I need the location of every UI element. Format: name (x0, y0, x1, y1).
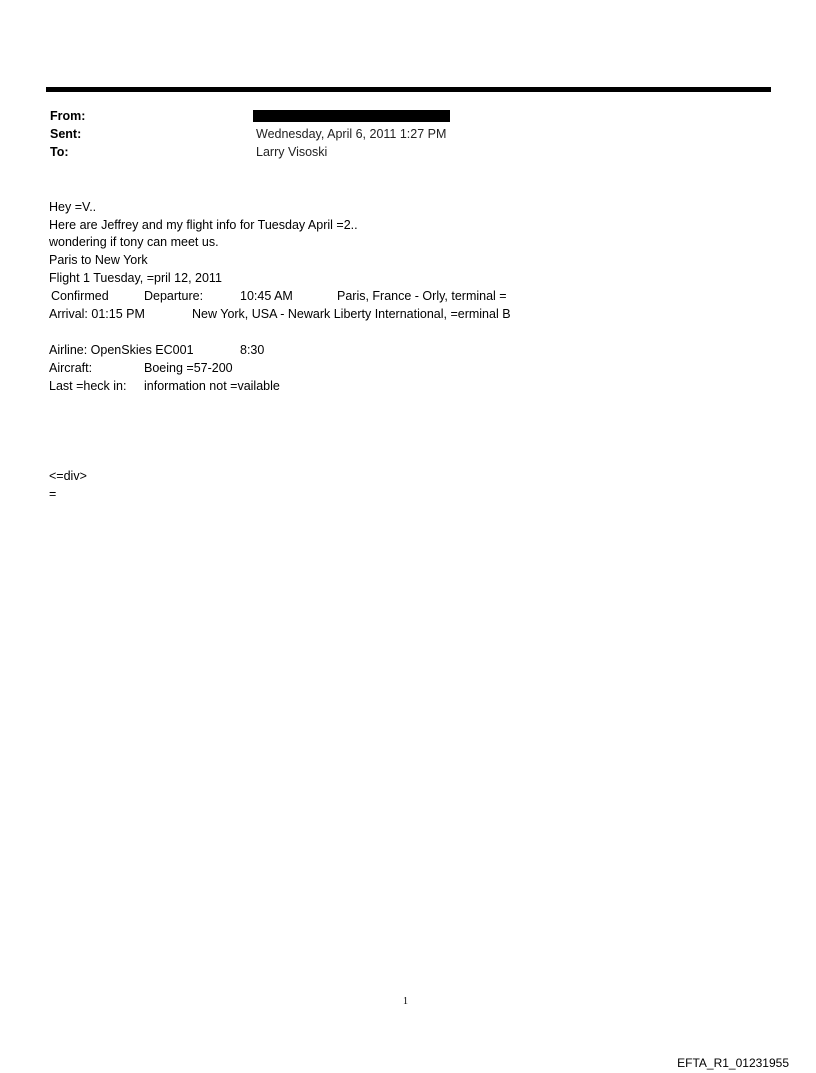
body-line-1: Here are Jeffrey and my flight info for Tuesday April =2.. (49, 218, 358, 232)
airline-label: Airline: OpenSkies EC001 (49, 343, 194, 357)
to-value: Larry Visoski (256, 145, 328, 159)
checkin-label: Last =heck in: (49, 379, 127, 393)
departure-place: Paris, France - Orly, terminal = (337, 289, 507, 303)
redacted-from-value (253, 110, 450, 122)
checkin-value: information not =vailable (144, 379, 280, 393)
page-number: 1 (403, 996, 408, 1007)
aircraft-value: Boeing =57-200 (144, 361, 233, 375)
body-line-2: wondering if tony can meet us. (49, 235, 219, 249)
arrival-place: New York, USA - Newark Liberty International, =erminal B (192, 307, 511, 321)
body-line-3: Paris to New York (49, 253, 148, 267)
greeting-line: Hey =V.. (49, 200, 97, 214)
header-rule (46, 87, 771, 92)
to-label: To: (50, 145, 69, 159)
status-text: Confirmed (51, 289, 109, 303)
departure-time: 10:45 AM (240, 289, 293, 303)
airline-duration: 8:30 (240, 343, 265, 357)
div-tag-line: <=div> (49, 469, 87, 483)
body-line-4: Flight 1 Tuesday, =pril 12, 2011 (49, 271, 222, 285)
document-id: EFTA_R1_01231955 (677, 1056, 789, 1070)
aircraft-label: Aircraft: (49, 361, 93, 375)
arrival-label: Arrival: 01:15 PM (49, 307, 145, 321)
sent-value: Wednesday, April 6, 2011 1:27 PM (256, 127, 447, 141)
sent-label: Sent: (50, 127, 82, 141)
equals-line: = (49, 487, 57, 501)
departure-label: Departure: (144, 289, 204, 303)
from-label: From: (50, 109, 86, 123)
